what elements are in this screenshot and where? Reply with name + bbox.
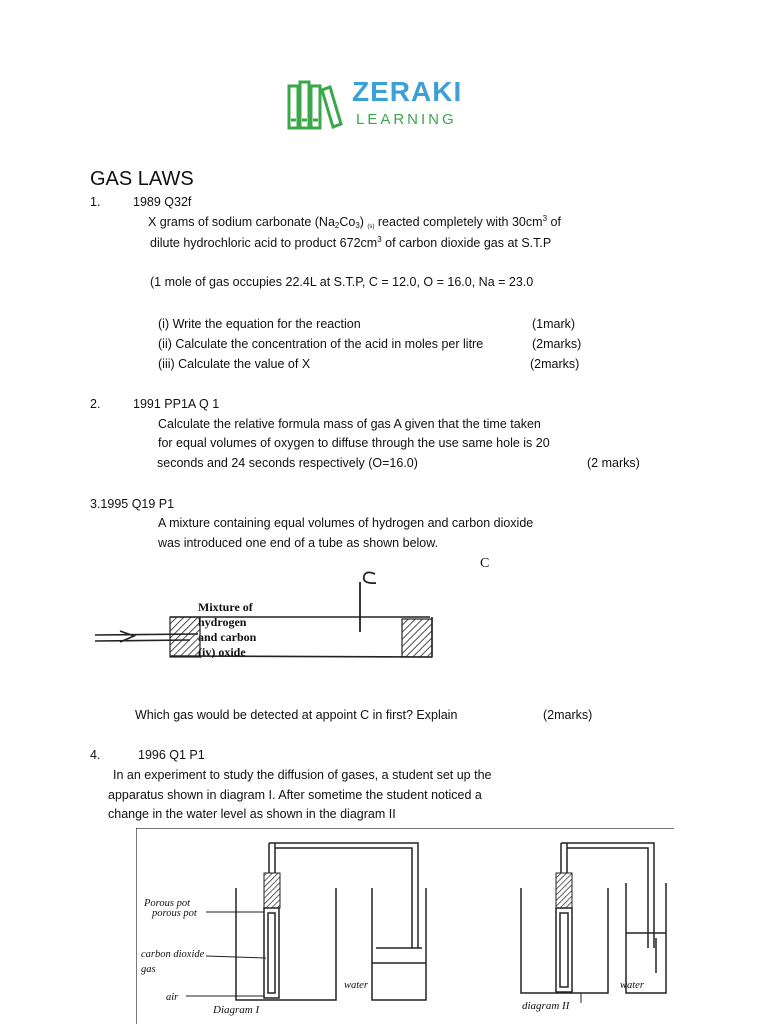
q4-ref: 1996 Q1 P1 [138,748,205,762]
q4-line2: apparatus shown in diagram I. After sometime the student noticed a [108,788,482,802]
q1-ref: 1989 Q32f [133,195,192,209]
q3-question: Which gas would be detected at appoint C in first? Explain [135,708,458,722]
diffusion-diagram [136,828,674,1024]
zeraki-logo [286,76,486,134]
q3-line1: A mixture containing equal volumes of hydrogen and carbon dioxide [158,516,534,530]
logo-brand: ZERAKI [352,76,463,107]
q4-number: 4. [90,748,101,762]
q1-data-line: (1 mole of gas occupies 22.4L at S.T.P, C = 12.0, O = 16.0, Na = 23.0 [150,275,534,289]
q1-number: 1. [90,195,101,209]
q1-part-ii: (ii) Calculate the concentration of the acid in moles per litre [158,337,484,351]
diagram-1-stopper [264,873,280,908]
caption-diagram-2: diagram II [522,1000,570,1012]
q4-line1: In an experiment to study the diffusion of gases, a student set up the [113,768,492,782]
q1-part-i: (i) Write the equation for the reaction [158,317,361,331]
page-title: GAS LAWS [90,168,194,190]
diagram-2-apparatus [521,843,666,993]
q3-marks: (2marks) [543,708,593,722]
q1-line2: dilute hydrochloric acid to product $672cm^3$ of carbon dioxide gas at S.T.P [150,235,552,250]
q2-number: 2. [90,397,101,411]
q1-part-iii-marks: (2marks) [530,357,580,371]
q2-marks: (2 marks) [587,456,640,470]
books-icon [286,76,344,132]
q2-line3: seconds and 24 seconds respectively (O=16.0) [157,456,418,470]
q1-part-i-marks: (1mark) [532,317,576,331]
q3-ref: 3.1995 Q19 P1 [90,497,175,511]
tube-label: Mixture of hydrogen and carbon (iv) oxide [198,600,257,659]
label-porous-pot-1: Porous pot [144,898,190,909]
logo-subtitle: LEARNING [356,111,457,128]
point-c-marker [360,572,376,632]
label-porous-pot-2: porous pot [152,908,197,919]
q2-ref: 1991 PP1A Q 1 [133,397,220,411]
caption-diagram-1: Diagram I [213,1004,260,1016]
label-air: air [166,992,179,1003]
right-plug [402,619,432,657]
left-plug [170,617,200,657]
diagram-2-stopper [556,873,572,908]
q1-line1: X grams of sodium carbonate $(Na_2Co_3)$ (s) reacted completely with $30cm^3$ of [148,214,561,230]
q4-line3: change in the water level as shown in the diagram II [108,807,396,821]
q2-line1: Calculate the relative formula mass of gas A given that the time taken [158,417,541,431]
label-carbon-dioxide: carbon dioxide [141,949,205,960]
tube-diagram [90,562,450,672]
q1-part-ii-marks: (2marks) [532,337,582,351]
label-water-2: water [620,980,644,991]
diagram-1-apparatus [236,843,426,1000]
label-gas: gas [141,964,156,975]
q3-label-c: C [480,556,490,571]
q1-part-iii: (iii) Calculate the value of X [158,357,311,371]
q2-line2: for equal volumes of oxygen to diffuse through the use same hole is 20 [158,436,550,450]
q3-line2: was introduced one end of a tube as shown below. [158,536,439,550]
label-water-1: water [344,980,368,991]
